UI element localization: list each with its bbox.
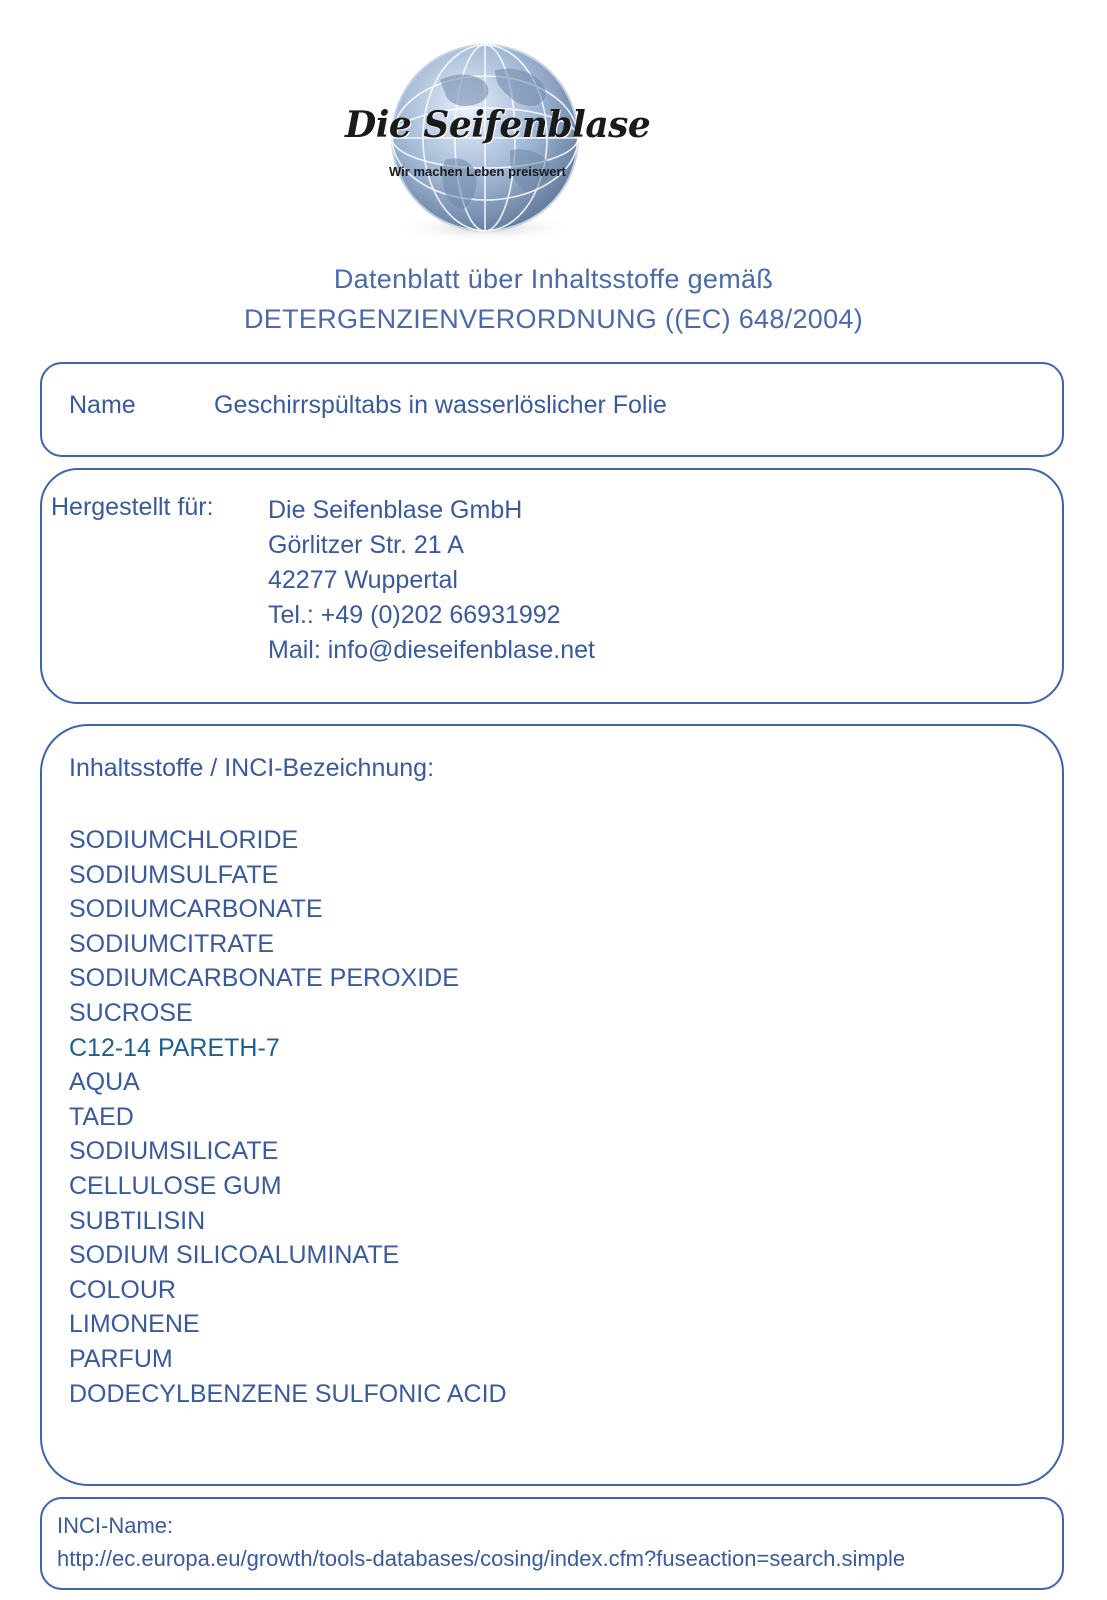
product-name-label: Name — [69, 391, 136, 419]
list-item: SODIUMSULFATE — [69, 860, 279, 889]
list-item: CELLULOSE GUM — [69, 1171, 282, 1200]
list-item: DODECYLBENZENE SULFONIC ACID — [69, 1379, 507, 1408]
list-item: SUCROSE — [69, 998, 193, 1027]
brand-tagline: Wir machen Leben preiswert — [389, 164, 566, 179]
list-item: SODIUMCARBONATE PEROXIDE — [69, 964, 459, 993]
phone-number: Tel.: +49 (0)202 66931992 — [268, 601, 561, 629]
list-item: SODIUMCHLORIDE — [69, 826, 299, 854]
list-item: SODIUMCITRATE — [69, 929, 275, 958]
list-item: AQUA — [69, 1068, 140, 1097]
brand-logo — [345, 40, 651, 250]
ingredients-heading: Inhaltsstoffe / INCI-Bezeichnung: — [69, 754, 435, 782]
manufacturer-label: Hergestellt für: — [51, 493, 214, 521]
inci-reference-box — [40, 1497, 1064, 1590]
inci-label: INCI-Name: — [57, 1513, 174, 1538]
list-item: LIMONENE — [69, 1310, 200, 1339]
list-item: SODIUMCARBONATE — [69, 895, 323, 924]
ingredients-box — [40, 724, 1064, 1486]
list-item: C12-14 PARETH-7 — [69, 1033, 280, 1062]
brand-name: Die Seifenblase — [345, 104, 651, 146]
ingredients-list — [69, 823, 507, 1411]
list-item: SODIUM SILICOALUMINATE — [69, 1241, 400, 1270]
list-item: SODIUMSILICATE — [69, 1137, 279, 1166]
product-name-box — [40, 362, 1064, 457]
email-address: Mail: info@dieseifenblase.net — [268, 636, 595, 664]
product-name-value: Geschirrspültabs in wasserlöslicher Folie — [214, 391, 667, 419]
list-item: SUBTILISIN — [69, 1206, 206, 1235]
list-item: PARFUM — [69, 1344, 173, 1373]
postal-city: 42277 Wuppertal — [268, 566, 458, 594]
inci-url-link[interactable]: http://ec.europa.eu/growth/tools-databases/cosing/index.cfm?fuseaction=search.simple — [57, 1546, 906, 1571]
page-title-line1: Datenblatt über Inhaltsstoffe gemäß — [333, 264, 774, 294]
page-title-line2: DETERGENZIENVERORDNUNG ((EC) 648/2004) — [243, 304, 864, 334]
company-name: Die Seifenblase GmbH — [268, 496, 523, 524]
list-item: COLOUR — [69, 1275, 176, 1304]
manufacturer-box — [40, 468, 1064, 704]
list-item: TAED — [69, 1102, 134, 1131]
street-address: Görlitzer Str. 21 A — [268, 531, 464, 559]
manufacturer-address — [268, 493, 595, 668]
